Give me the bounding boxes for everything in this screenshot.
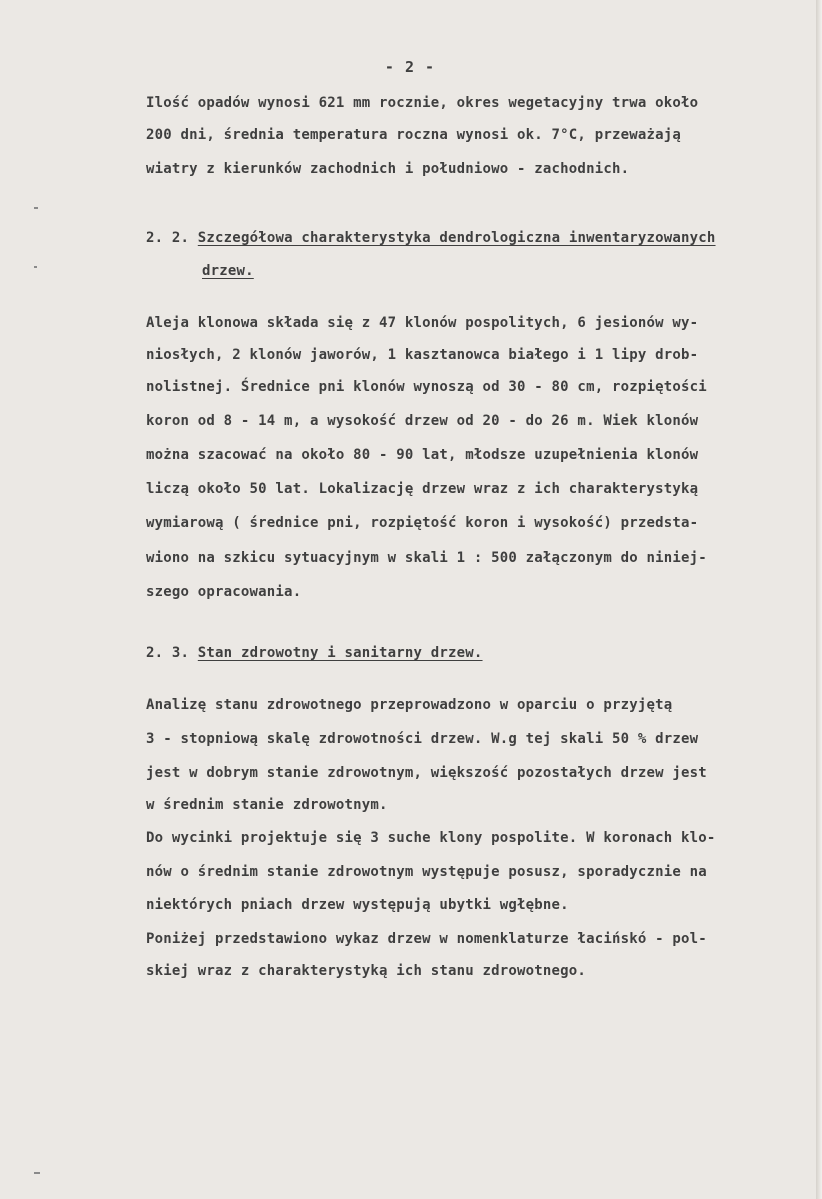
section-title: Stan zdrowotny i sanitarny drzew. — [197, 645, 483, 661]
margin-mark — [34, 1172, 40, 1174]
margin-mark — [34, 266, 37, 268]
page-edge-shadow — [816, 0, 822, 1199]
paragraph-line: Poniżej przedstawiono wykaz drzew w nomenklaturze łacińskó - pol- — [146, 931, 707, 947]
paragraph-line: wiatry z kierunków zachodnich i południowo - zachodnich. — [146, 161, 630, 177]
section-title: Szczegółowa charakterystyka dendrologiczna inwentaryzowanych — [197, 230, 716, 246]
paragraph-line: skiej wraz z charakterystyką ich stanu zdrowotnego. — [146, 963, 587, 979]
paragraph-line: koron od 8 - 14 m, a wysokość drzew od 20 - do 26 m. Wiek klonów — [146, 413, 699, 429]
paragraph-line: niektórych pniach drzew występują ubytki wgłębne. — [146, 897, 569, 913]
paragraph-line: nów o średnim stanie zdrowotnym występuje posusz, sporadycznie na — [146, 864, 707, 880]
paragraph-line: liczą około 50 lat. Lokalizację drzew wraz z ich charakterystyką — [146, 481, 699, 497]
section-title-continued: drzew. — [202, 263, 254, 279]
paragraph-line: Do wycinki projektuje się 3 suche klony pospolite. W koronach klo- — [146, 830, 716, 846]
paragraph-line: nolistnej. Średnice pni klonów wynoszą od 30 - 80 cm, rozpiętości — [146, 379, 707, 395]
paragraph-line: 200 dni, średnia temperatura roczna wynosi ok. 7°C, przeważają — [146, 127, 681, 143]
paragraph-line: w średnim stanie zdrowotnym. — [146, 797, 388, 813]
page-number: - 2 - — [384, 58, 436, 76]
paragraph-line: szego opracowania. — [146, 584, 302, 600]
paragraph-line: Analizę stanu zdrowotnego przeprowadzono w oparciu o przyjętą — [146, 697, 673, 713]
section-number: 2. 3. — [146, 645, 190, 661]
paragraph-line: Aleja klonowa składa się z 47 klonów pospolitych, 6 jesionów wy- — [146, 315, 699, 331]
paragraph-line: 3 - stopniową skalę zdrowotności drzew. W.g tej skali 50 % drzew — [146, 731, 699, 747]
paragraph-line: Ilość opadów wynosi 621 mm rocznie, okres wegetacyjny trwa około — [146, 95, 699, 111]
section-number: 2. 2. — [146, 230, 190, 246]
paragraph-line: wiono na szkicu sytuacyjnym w skali 1 : 500 załączonym do niniej- — [146, 550, 707, 566]
paragraph-line: można szacować na około 80 - 90 lat, młodsze uzupełnienia klonów — [146, 447, 699, 463]
paragraph-line: wymiarową ( średnice pni, rozpiętość koron i wysokość) przedsta- — [146, 515, 699, 531]
section-heading-2-2 — [146, 229, 716, 247]
section-heading-2-3 — [146, 644, 483, 662]
margin-mark — [34, 207, 38, 209]
paragraph-line: niosłych, 2 klonów jaworów, 1 kasztanowca białego i 1 lipy drob- — [146, 347, 699, 363]
paragraph-line: jest w dobrym stanie zdrowotnym, większość pozostałych drzew jest — [146, 765, 707, 781]
